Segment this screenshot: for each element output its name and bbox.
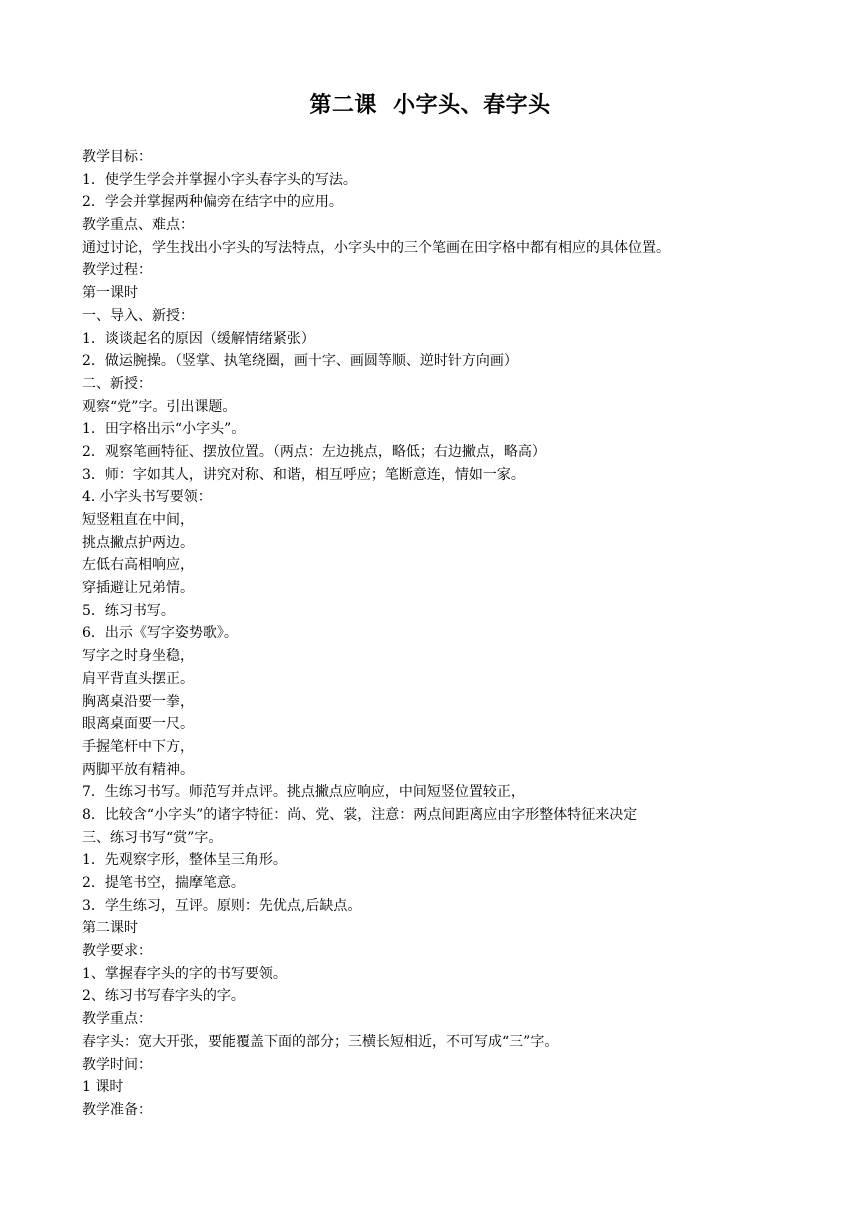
text-line: 手握笔杆中下方， xyxy=(82,738,194,755)
text-line: 二、新授： xyxy=(82,375,152,392)
text-line: 1．田字格出示“小字头”。 xyxy=(82,421,246,438)
text-line: 左低右高相响应， xyxy=(82,557,194,574)
text-line: 三、练习书写“赏”字。 xyxy=(82,829,223,846)
text-line: 2．观察笔画特征、摆放位置。（两点：左边挑点，略低；右边撇点，略高） xyxy=(82,443,546,460)
document-body xyxy=(82,146,782,1122)
text-line: 教学重点、难点： xyxy=(82,217,194,234)
text-line: 2．提笔书空，揣摩笔意。 xyxy=(82,875,245,891)
text-line: 通过讨论，学生找出小字头的写法特点，小字头中的三个笔画在田字格中都有相应的具体位置。 xyxy=(82,239,670,256)
page-title: 第二课 小字头、春字头 xyxy=(309,92,551,118)
text-line: 第一课时 xyxy=(82,285,138,302)
text-line: 6．出示《写字姿势歌》。 xyxy=(82,625,238,642)
text-line: 2．学会并掌握两种偏旁在结字中的应用。 xyxy=(82,194,343,211)
text-line: 3．师：字如其人，讲究对称、和谐，相互呼应；笔断意连，情如一家。 xyxy=(82,466,525,483)
text-line: 1．使学生学会并掌握小字头春字头的写法。 xyxy=(82,171,357,188)
text-line: 5．练习书写。 xyxy=(82,602,175,619)
text-line: 教学过程： xyxy=(82,262,152,279)
text-line: 观察“党”字。引出课题。 xyxy=(82,398,237,415)
text-line: 1．先观察字形，整体呈三角形。 xyxy=(82,852,287,869)
text-line: 第二课时 xyxy=(82,920,138,937)
text-line: 1．谈谈起名的原因（缓解情绪紧张） xyxy=(82,330,315,347)
text-line: 8．比较含“小字头”的诸字特征：尚、党、裳，注意：两点间距离应由字形整体特征来决定 xyxy=(82,806,638,823)
text-line: 1 课时 xyxy=(82,1079,124,1096)
text-line: 4. 小字头书写要领： xyxy=(82,489,212,506)
text-line: 教学准备： xyxy=(82,1101,152,1118)
text-line: 教学要求： xyxy=(82,943,152,960)
text-line: 眼离桌面要一尺。 xyxy=(82,716,194,733)
text-line: 两脚平放有精神。 xyxy=(82,761,194,778)
text-line: 7．生练习书写。师范写并点评。挑点撇点应响应，中间短竖位置较正， xyxy=(82,784,525,801)
text-line: 2、练习书写春字头的字。 xyxy=(82,988,245,1005)
text-line: 写字之时身坐稳， xyxy=(82,648,194,665)
text-line: 短竖粗直在中间， xyxy=(82,512,194,528)
text-line: 教学时间： xyxy=(82,1056,152,1073)
text-line: 肩平背直头摆正。 xyxy=(82,670,194,687)
text-line: 一、导入、新授： xyxy=(82,307,194,324)
text-line: 2．做运腕操。（竖掌、执笔绕圈，画十字、画圆等顺、逆时针方向画） xyxy=(82,353,518,370)
text-line: 教学重点： xyxy=(82,1011,152,1028)
text-line: 春字头：宽大开张，要能覆盖下面的部分；三横长短相近，不可写成“三”字。 xyxy=(82,1033,559,1050)
text-line: 胸离桌沿要一拳， xyxy=(82,693,194,710)
text-line: 1、掌握春字头的字的书写要领。 xyxy=(82,965,287,982)
text-line: 穿插避让兄弟情。 xyxy=(82,580,194,597)
text-line: 挑点撇点护两边。 xyxy=(82,534,194,551)
text-line: 3．学生练习，互评。原则：先优点,后缺点。 xyxy=(82,897,362,914)
text-line: 教学目标： xyxy=(82,149,152,165)
